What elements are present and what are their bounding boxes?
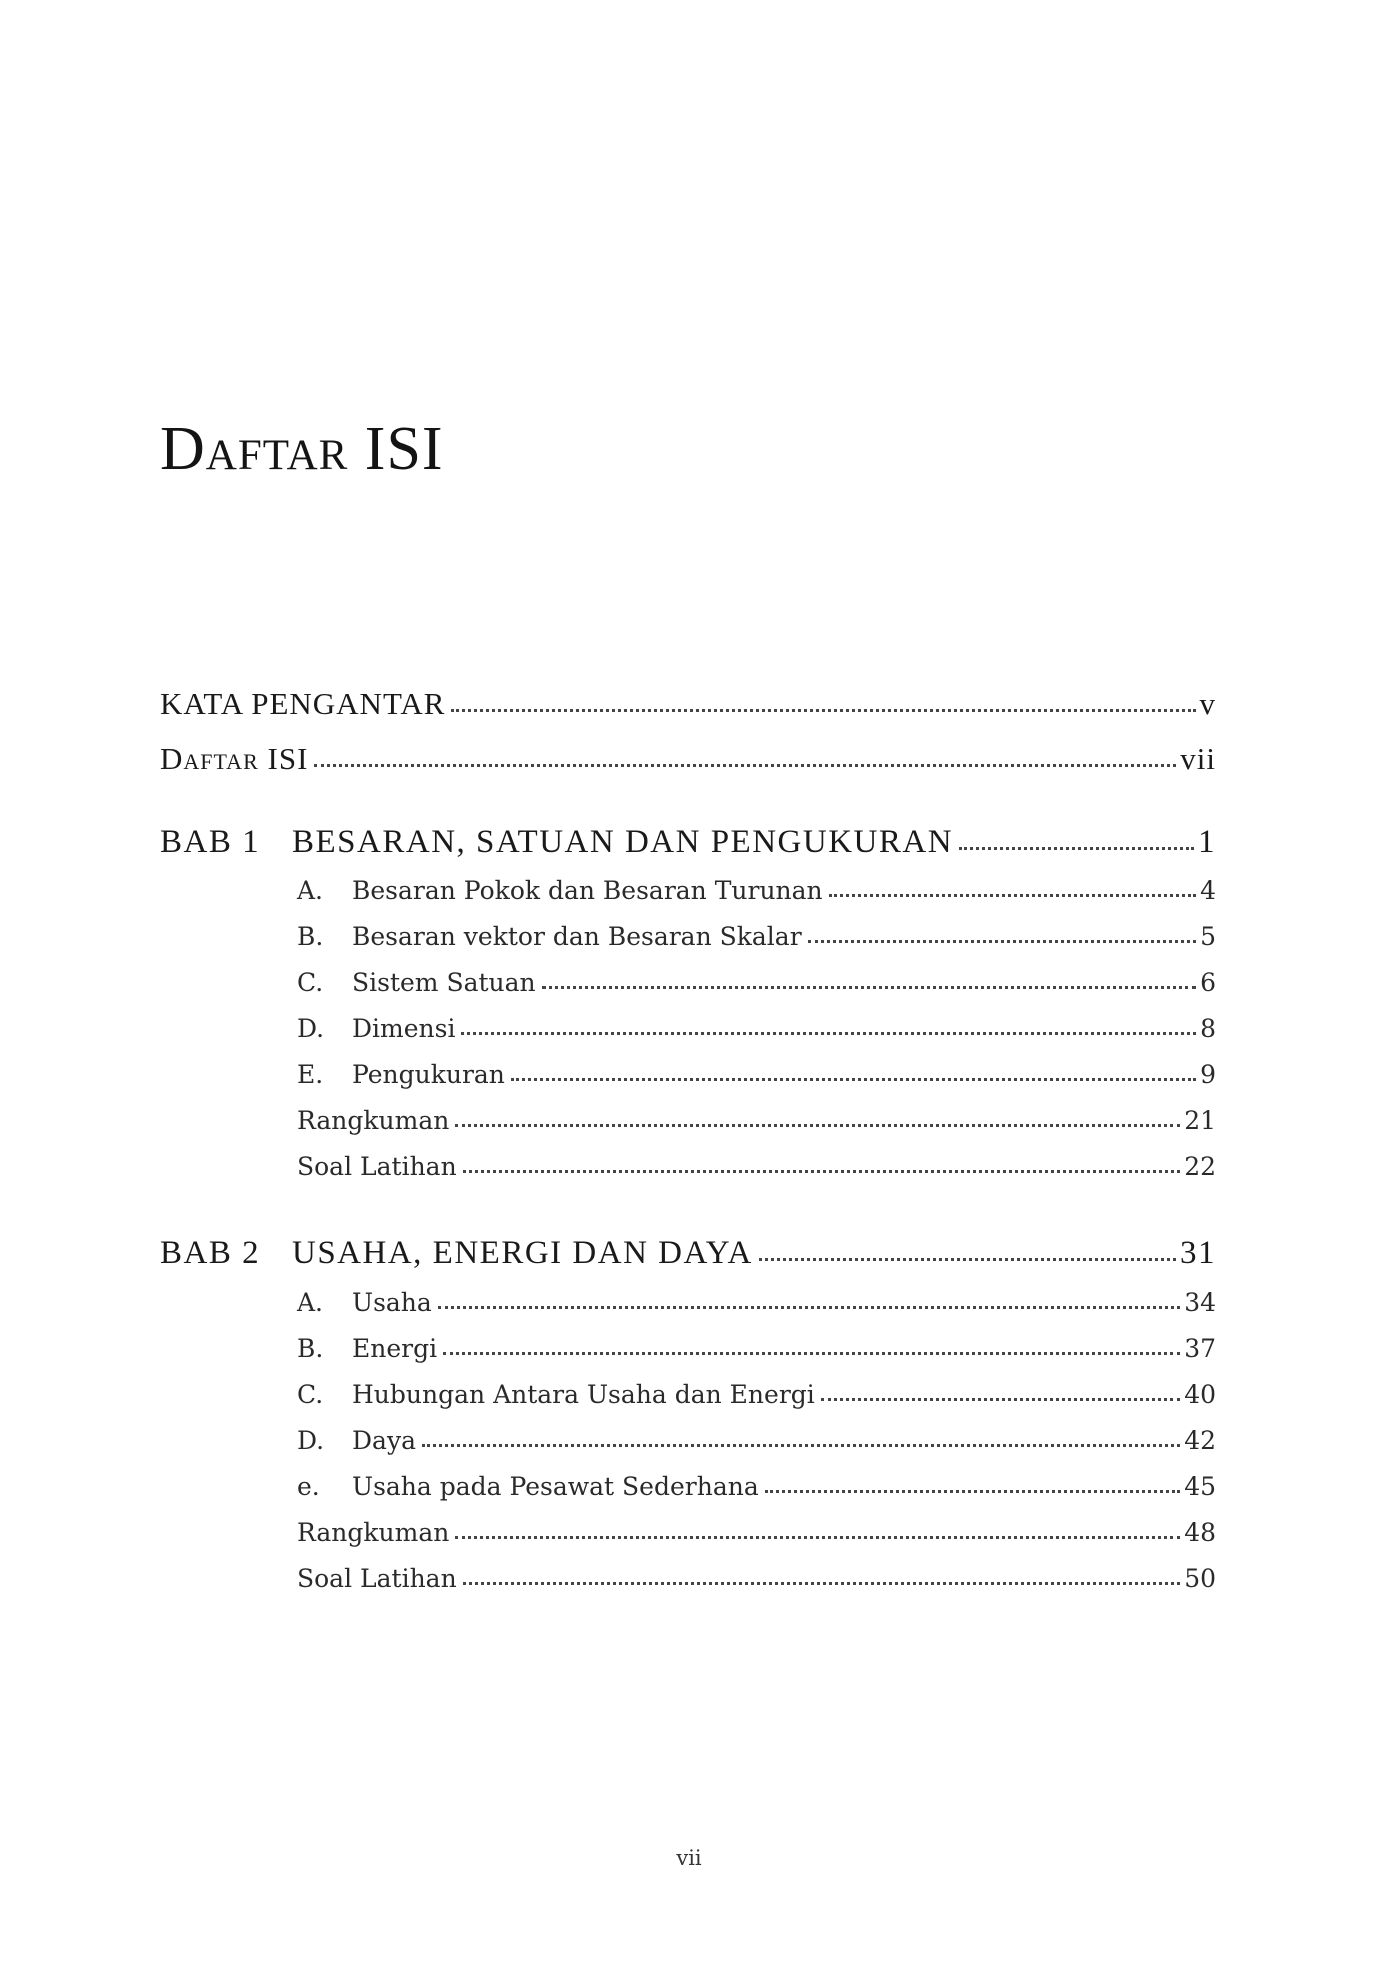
- toc-entry[interactable]: [297, 1380, 1216, 1409]
- dot-leader: [765, 1490, 1180, 1493]
- toc-entry-page: 31: [1180, 1235, 1216, 1271]
- dot-leader: [443, 1352, 1180, 1355]
- entry-letter: e.: [297, 1472, 320, 1501]
- toc-entry-page: 48: [1184, 1518, 1216, 1547]
- toc-entry-label: Usaha: [352, 1288, 432, 1317]
- toc-entry-label: Soal Latihan: [297, 1152, 457, 1181]
- toc-entry[interactable]: [297, 1014, 1216, 1043]
- chapter-number: BAB 1: [160, 824, 261, 860]
- dot-leader: [455, 1536, 1180, 1539]
- toc-entry-label: Rangkuman: [297, 1518, 450, 1547]
- toc-entry-label: Usaha pada Pesawat Sederhana: [352, 1472, 759, 1501]
- entry-letter: C.: [297, 1380, 324, 1409]
- chapter-number: BAB 2: [160, 1235, 261, 1271]
- toc-entry-page: 5: [1200, 922, 1216, 951]
- dot-leader: [461, 1032, 1196, 1035]
- toc-entry[interactable]: [297, 1426, 1216, 1455]
- toc-entry-kata-pengantar[interactable]: [160, 686, 1216, 722]
- entry-letter: B.: [297, 922, 324, 951]
- toc-entry[interactable]: [297, 876, 1216, 905]
- dot-leader: [542, 986, 1196, 989]
- entry-letter: D.: [297, 1014, 325, 1043]
- toc-entry-page: vii: [1180, 741, 1216, 776]
- toc-entry-rangkuman[interactable]: [297, 1106, 1216, 1135]
- toc-entry-page: 21: [1184, 1106, 1216, 1135]
- toc-entry-label: Besaran vektor dan Besaran Skalar: [352, 922, 802, 951]
- toc-entry-page: 8: [1200, 1014, 1216, 1043]
- toc-chapter-1[interactable]: [160, 824, 1216, 861]
- page-title: Daftar ISI: [160, 415, 444, 483]
- toc-entry-daftar-isi[interactable]: [160, 741, 1216, 777]
- toc-entry-page: 37: [1184, 1334, 1216, 1363]
- entry-letter: E.: [297, 1060, 324, 1089]
- toc-entry-label: Soal Latihan: [297, 1564, 457, 1593]
- toc-entry-label: Rangkuman: [297, 1106, 450, 1135]
- toc-entry-page: 9: [1200, 1060, 1216, 1089]
- toc-entry-page: 45: [1184, 1472, 1216, 1501]
- dot-leader: [451, 709, 1195, 712]
- toc-entry-soal-latihan[interactable]: [297, 1564, 1216, 1593]
- chapter-title: BESARAN, SATUAN DAN PENGUKURAN: [292, 824, 954, 860]
- entry-letter: C.: [297, 968, 324, 997]
- toc-entry-page: 4: [1200, 876, 1216, 905]
- toc-entry[interactable]: [297, 1060, 1216, 1089]
- toc-entry-label: Hubungan Antara Usaha dan Energi: [352, 1380, 815, 1409]
- toc-entry-label: Sistem Satuan: [352, 968, 536, 997]
- toc-entry-soal-latihan[interactable]: [297, 1152, 1216, 1181]
- dot-leader: [422, 1444, 1180, 1447]
- page-number: vii: [676, 1846, 702, 1870]
- dot-leader: [438, 1306, 1180, 1309]
- entry-letter: B.: [297, 1334, 324, 1363]
- toc-entry[interactable]: [297, 1472, 1216, 1501]
- toc-entry-label: Energi: [352, 1334, 438, 1363]
- toc-entry-label: Daya: [352, 1426, 416, 1455]
- entry-letter: D.: [297, 1426, 325, 1455]
- chapter-title: USAHA, ENERGI DAN DAYA: [292, 1235, 753, 1271]
- toc-entry-page: 22: [1184, 1152, 1216, 1181]
- toc-entry[interactable]: [297, 1334, 1216, 1363]
- toc-entry-label: Daftar ISI: [160, 741, 309, 776]
- toc-entry-page: 1: [1198, 824, 1216, 860]
- toc-entry-page: 34: [1184, 1288, 1216, 1317]
- toc-entry-label: Dimensi: [352, 1014, 456, 1043]
- entry-letter: A.: [297, 1288, 324, 1317]
- toc-entry-page: 42: [1184, 1426, 1216, 1455]
- toc-entry-label: Besaran Pokok dan Besaran Turunan: [352, 876, 823, 905]
- dot-leader: [808, 940, 1196, 943]
- entry-letter: A.: [297, 876, 324, 905]
- toc-entry-page: 50: [1184, 1564, 1216, 1593]
- toc-entry-label: Pengukuran: [352, 1060, 505, 1089]
- toc-chapter-2[interactable]: [160, 1235, 1216, 1272]
- dot-leader: [314, 764, 1176, 767]
- toc-entry[interactable]: [297, 968, 1216, 997]
- toc-entry-page: 40: [1184, 1380, 1216, 1409]
- toc-entry-page: v: [1199, 686, 1216, 721]
- dot-leader: [463, 1170, 1181, 1173]
- toc-entry-page: 6: [1200, 968, 1216, 997]
- toc-entry-label: KATA PENGANTAR: [160, 686, 446, 721]
- dot-leader: [821, 1398, 1180, 1401]
- dot-leader: [959, 847, 1194, 850]
- toc-entry[interactable]: [297, 922, 1216, 951]
- dot-leader: [829, 894, 1196, 897]
- dot-leader: [759, 1258, 1176, 1261]
- toc-entry[interactable]: [297, 1288, 1216, 1317]
- dot-leader: [463, 1582, 1181, 1585]
- toc-entry-rangkuman[interactable]: [297, 1518, 1216, 1547]
- dot-leader: [511, 1078, 1196, 1081]
- dot-leader: [455, 1124, 1180, 1127]
